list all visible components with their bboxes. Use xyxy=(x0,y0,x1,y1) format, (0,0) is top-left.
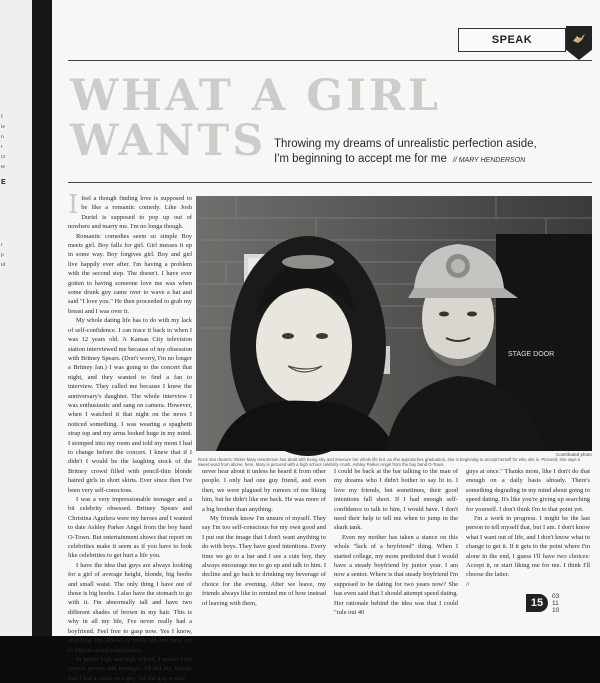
article-photo xyxy=(196,196,592,451)
prev-page-fragment: r xyxy=(1,242,3,248)
prev-page-fragment: ct xyxy=(1,154,5,160)
magazine-page xyxy=(52,0,600,682)
prev-page-fragment: le xyxy=(1,124,5,130)
paragraph: Romantic comedies seem so simple Boy meets girl. Boy falls for girl. Girl messes it up in some way. Boy forgives girl. Boy and girl live happily ever after. I'm having a problem with the second step. The doesn't. I have ever gotten to having someone love me was when some drunk guy came over to wave a hat and said "I love you." He then proceeded to grab my breast and I was over it. xyxy=(68,232,192,315)
photo-credit: Contributed photo xyxy=(556,452,592,457)
header-rule xyxy=(68,60,592,61)
prev-page-fragment: f xyxy=(1,114,3,120)
headline-line-2: WANTS xyxy=(70,116,267,166)
prev-page-fragment: n xyxy=(1,134,4,140)
prev-page-fragment: ld xyxy=(1,262,6,268)
paragraph: I was a very impressionable teenager and a bit celebrity obsessed. Britney Spears and Christina Aguilera were my heroes and I wanted to date Ashley Parker Angel from the boy band O-Town. But entertainment shows that report on celebrities make it seem as if you have to look like celebrities to get hurt a life you. xyxy=(68,496,192,560)
paragraph: feel a though finding love is supposed to be like a romantic comedy. Like Josh Duriel is supposed to pop up out of nowhere and marry me. I'm no longa though. xyxy=(68,195,192,231)
prev-page-label: E xyxy=(1,179,6,186)
deck-rule xyxy=(68,182,592,183)
article-column-3 xyxy=(334,467,458,618)
section-tab xyxy=(458,28,566,52)
section-badge xyxy=(566,26,592,60)
paragraph: In junior high and high school, I wasn't your typical person and teenager. I'd tell my friends that I had a crush on a guy, but the guy would xyxy=(68,655,192,682)
photo-illustration xyxy=(196,196,592,451)
prev-page-fragment: p xyxy=(1,252,4,258)
prev-page-fragment: te xyxy=(1,164,5,170)
deck-line-2: I'm beginning to accept me for me xyxy=(274,153,447,165)
bird-icon xyxy=(572,33,586,45)
deck-line-1: Throwing my dreams of unrealistic perfection aside, xyxy=(274,138,537,150)
page-number: 15 xyxy=(530,597,544,609)
page-number-badge xyxy=(526,594,548,612)
article-deck xyxy=(274,137,574,168)
section-label: SPEAK xyxy=(491,34,533,46)
paragraph: I have the idea that guys are always looking for a girl of average height, blonde, big boobs and small waist. The only thing I have out of those is big boobs. I also have the stomach to go with it. I'm abnormally tall and have two different shades of brown in my hair. This is why in all my life, I've never really had a boyfriend. Feel free to gasp now. Yes I know, shocking. I'm almost 22 years old and have yet to find an actual relationship. xyxy=(68,561,192,654)
paragraph: I could be back at the bar talking to the man of my dreams who I didn't bother to say hi to. I love my friends, but sometimes, their good intentions fall short. If I had enough self-confidence to talk to him, I would have. I don't need their help to tell me when to jump in the shark tank. xyxy=(334,468,458,532)
article-column-1 xyxy=(68,190,192,683)
previous-page-edge xyxy=(0,0,32,636)
paragraph: My whole dating life has to do with my lack of self-confidence. I can trace it back to when I was 12 years old. A Kansas City television station interviewed me because of my obsession with Britney Spears. (Don't worry, I'm no longer a Britney fan.) I was going to the concert that night, and they wanted to find a fan to interview. They called me because I knew the anniversary's daughter. The whole interview I was enthusiastic and sang on camera. However, when I watched it that night on the news I noticed something. I was wearing a spaghetti strap top and my arms looked huge in my mind. I stomped into my room and told my mom I had to change before the concert. I knew that if I didn't I would be the laughing stock of the Britney crowd filled with pencil-thin blonde haired girls in short skirts. Ever since then I've been very self-conscious. xyxy=(68,317,192,494)
byline: // MARY HENDERSON xyxy=(452,157,526,164)
stage-door-sign: STAGE DOOR xyxy=(508,351,555,358)
date-day: 11 xyxy=(552,600,559,607)
paragraph: guys at once." Thanks mom, like I don't do that enough on a daily basis already. There's something degrading in my mind about going to speed dating. It's like you're giving up searching for yourself. I don't think I'm to that point yet. xyxy=(466,468,590,513)
date-year: 10 xyxy=(552,607,560,614)
article-column-2 xyxy=(202,467,326,608)
paragraph: I'm a work in progress. I might be the last person to tell myself that, but I am. I don't know what I want out of life, and I don't know what to change to get it. If it gets to the point where I'm alone in the end, I guess I'll have two choices: Accept it, or start liking me for me. I think I'll choose the latter. xyxy=(466,515,590,579)
paragraph: Even my mother has taken a stance on this whole "lack of a boyfriend" thing. When I started college, my mom predicted that I would have a steady boyfriend by junior year. I am now a senior. Where is that steady boyfriend I'm supposed to be dating for two years now? She has even said that I should attempt speed dating. Her rationale behind the idea was that I could "rule out 40 xyxy=(334,533,458,617)
paragraph: never hear about it unless he heard it from other people. I only had one guy friend, and even then, we were plagued by rumors of me liking him, but he didn't like me back. He was more of a big brother than anything. xyxy=(202,468,326,513)
article-column-4 xyxy=(466,467,590,589)
headline-line-1: WHAT A GIRL xyxy=(70,71,442,121)
paragraph: My friends know I'm unsure of myself. They say I'm too self-conscious for my own good and I put out the image that I don't want anything to do with boys. They have good intentions. Every time we go to a bar and I see a cute boy, they always encourage me to go up and talk to him. I decline and go back to drinking my beverage of choice for the evening. After we leave, my friends always like to remind me of how instead of leaving with them, xyxy=(202,515,326,607)
issue-date xyxy=(552,593,559,614)
end-mark: // xyxy=(466,580,470,588)
prev-page-fragment: t xyxy=(1,144,3,150)
drop-cap: I xyxy=(68,190,79,220)
date-month: 03 xyxy=(552,593,560,600)
photo-caption: Rock star dreams: Writer Mary Henderson has dealt with being shy and insecure her whole life but, as she approaches graduation, she is beginning to accept herself for who she is. Pictured, she says a sweet word from above, here, Mary is pictured with a high school celebrity crush, Ashley Parker Angel from the boy band O-Town. xyxy=(198,457,581,468)
